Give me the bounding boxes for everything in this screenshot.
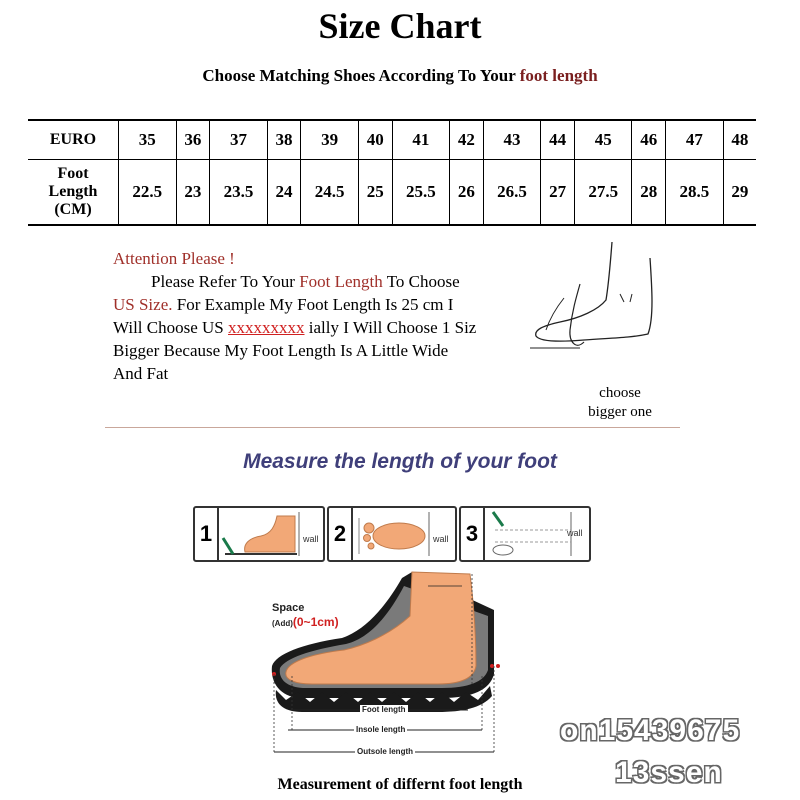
- choose-note-line: choose: [599, 385, 641, 401]
- subtitle-text: Choose Matching Shoes According To Your: [202, 66, 520, 85]
- foot-length-cell: 27: [541, 160, 575, 226]
- attention-text: For Example My Foot Length Is 25 cm I: [172, 295, 454, 314]
- attention-accent: Foot Length: [299, 272, 383, 291]
- euro-size-cell: 48: [723, 120, 756, 160]
- attention-text: To Choose: [382, 272, 460, 291]
- foot-length-cell: 26: [450, 160, 484, 226]
- euro-size-cell: 41: [392, 120, 450, 160]
- step-3-panel: [459, 506, 591, 562]
- wall-label: wall: [567, 528, 583, 538]
- foot-length-cell: 28: [632, 160, 666, 226]
- step-number: 1: [195, 508, 219, 560]
- foot-length-label: [28, 160, 119, 226]
- foot-length-cell: 25.5: [392, 160, 450, 226]
- foot-length-cell: 25: [358, 160, 392, 226]
- wall-label: wall: [433, 534, 449, 544]
- attention-line: [113, 270, 538, 293]
- euro-size-cell: 45: [574, 120, 632, 160]
- subtitle: [0, 66, 800, 86]
- shoe-foot-diagram: [262, 566, 512, 766]
- foot-length-row: [28, 160, 756, 226]
- space-label: Space: [272, 602, 305, 614]
- foot-length-dim-label: Foot length: [362, 705, 406, 714]
- diagram-caption: Measurement of differnt foot length: [277, 776, 523, 793]
- attention-text: ially I Will Choose 1 Siz: [304, 318, 477, 337]
- wall-label: wall: [303, 534, 319, 544]
- divider: [105, 427, 680, 428]
- attention-text: Will Choose US: [113, 318, 229, 337]
- foot-length-cell: 28.5: [666, 160, 724, 226]
- step-number: 2: [329, 508, 353, 560]
- attention-heading: Attention Please !: [113, 249, 235, 268]
- euro-row: [28, 120, 756, 160]
- euro-size-cell: 38: [267, 120, 301, 160]
- foot-length-cell: 23: [176, 160, 210, 226]
- euro-size-cell: 40: [358, 120, 392, 160]
- foot-sketch-icon: [520, 238, 670, 358]
- foot-length-cell: 23.5: [210, 160, 268, 226]
- euro-size-cell: 37: [210, 120, 268, 160]
- step-2-panel: [327, 506, 457, 562]
- space-sub-label: [272, 615, 339, 629]
- foot-length-cell: 26.5: [483, 160, 541, 226]
- measure-heading: Measure the length of your foot: [243, 450, 557, 473]
- attention-line: Bigger Because My Foot Length Is A Little Wide: [113, 341, 449, 360]
- euro-size-cell: 35: [119, 120, 177, 160]
- attention-line: And Fat: [113, 364, 169, 383]
- redacted-text: xxxxxxxxx: [228, 318, 305, 337]
- euro-size-cell: 44: [541, 120, 575, 160]
- insole-length-dim-label: Insole length: [356, 725, 406, 734]
- attention-line: [113, 293, 538, 316]
- page-title: Size Chart: [318, 6, 482, 46]
- euro-label: EURO: [28, 120, 119, 160]
- foot-length-cell: 24: [267, 160, 301, 226]
- size-table: [28, 119, 756, 226]
- watermark-line-2: 13ssen: [615, 756, 723, 789]
- step-1-panel: [193, 506, 325, 562]
- attention-accent: US Size.: [113, 295, 173, 314]
- foot-label-line: (CM): [54, 201, 92, 218]
- foot-length-cell: 22.5: [119, 160, 177, 226]
- outsole-length-dim-label: Outsole length: [357, 747, 413, 756]
- euro-size-cell: 39: [301, 120, 359, 160]
- attention-line: [113, 316, 538, 339]
- watermark-line-1: on15439675: [560, 714, 741, 747]
- choose-note-line: bigger one: [588, 404, 652, 420]
- foot-length-cell: 29: [723, 160, 756, 226]
- space-range-text: (0~1cm): [292, 615, 339, 629]
- foot-label-line: Foot: [57, 165, 89, 182]
- foot-length-cell: 27.5: [574, 160, 632, 226]
- euro-size-cell: 36: [176, 120, 210, 160]
- euro-size-cell: 47: [666, 120, 724, 160]
- euro-size-cell: 42: [450, 120, 484, 160]
- attention-text: Please Refer To Your: [151, 272, 300, 291]
- space-add-text: (Add): [272, 619, 293, 628]
- euro-size-cell: 46: [632, 120, 666, 160]
- euro-size-cell: 43: [483, 120, 541, 160]
- foot-length-cell: 24.5: [301, 160, 359, 226]
- choose-bigger-note: [560, 384, 680, 422]
- step-number: 3: [461, 508, 485, 560]
- foot-label-line: Length: [48, 183, 98, 200]
- attention-note: [113, 247, 538, 385]
- subtitle-accent: foot length: [519, 66, 598, 85]
